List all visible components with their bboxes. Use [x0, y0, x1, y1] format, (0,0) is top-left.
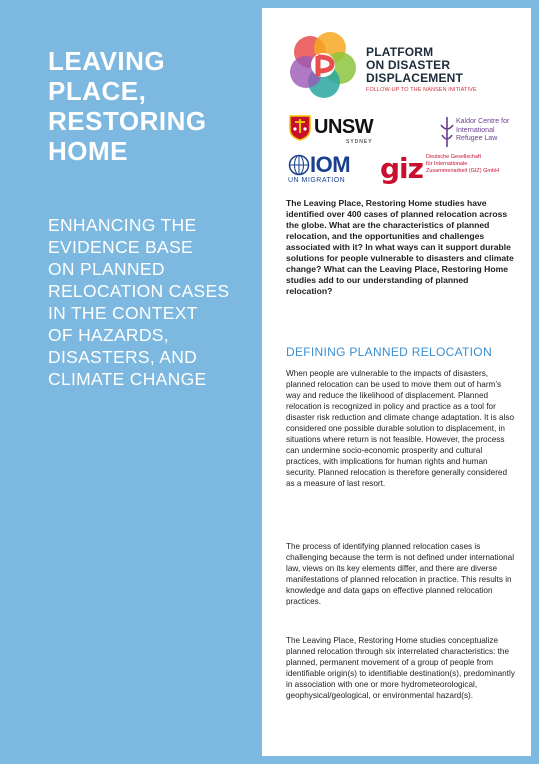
giz-logo-text: giz: [380, 152, 423, 185]
kaldor-logo-icon: [438, 115, 456, 149]
unsw-logo-subtitle: SYDNEY: [346, 139, 373, 145]
report-title: [48, 46, 248, 166]
body-paragraph: When people are vulnerable to the impacts of disasters, planned relocation can be used to move them out of harm’s way and reduce the likelihood of displacement. Planned relocation is recognized in policy and practice as a tool for disaster risk reduction and climate change adaptation. It is also considered one possible durable solution to displacement, in situations where return is not feasible. However, the process can undermine socio-economic prosperity and cultural practices, with implications for human rights and human security. Planned relocation is therefore generally considered as a measure of last resort.: [286, 369, 515, 488]
title-line: RESTORING: [48, 106, 207, 136]
subtitle-line: DISASTERS, AND: [48, 347, 198, 367]
subtitle-line: RELOCATION CASES: [48, 281, 230, 301]
giz-logo-subtitle: Deutsche Gesellschaft für Internationale Zusammenarbeit (GIZ) GmbH: [426, 154, 500, 174]
report-subtitle: [48, 214, 248, 390]
body-paragraph: The Leaving Place, Restoring Home studies conceptualize planned relocation through six interrelated characteristics: the planned, permanent movement of a group of people from identifiable origin(s) to identifiable destination(s), predominantly in association with one or more hydrometeorological, geophysical/geological, or environmental hazard(s).: [286, 636, 515, 700]
body-paragraph: The process of identifying planned relocation cases is challenging because the term is not defined under international law, views on its key elements differ, and there are diverse manifestations of planned relocation in practice. This results in knowledge and data gaps on effective planned relocation practices.: [286, 542, 515, 606]
un-globe-icon: [288, 154, 310, 176]
pdd-logo-icon: [286, 30, 362, 100]
kaldor-logo-text: Kaldor Centre for International Refugee Law: [456, 118, 510, 142]
iom-logo-text: IOM: [310, 152, 351, 177]
subtitle-line: ENHANCING THE: [48, 215, 197, 235]
title-line: HOME: [48, 136, 128, 166]
iom-logo-subtitle: UN MIGRATION: [288, 177, 346, 184]
title-line: LEAVING: [48, 46, 166, 76]
subtitle-line: EVIDENCE BASE: [48, 237, 193, 257]
content-panel: [262, 8, 531, 756]
subtitle-line: CLIMATE CHANGE: [48, 369, 207, 389]
subtitle-line: OF HAZARDS,: [48, 325, 169, 345]
pdd-logo-text: PLATFORM ON DISASTER DISPLACEMENT: [366, 45, 464, 85]
subtitle-line: IN THE CONTEXT: [48, 303, 198, 323]
partner-logos: [286, 30, 521, 200]
section-heading: DEFINING PLANNED RELOCATION: [286, 345, 492, 359]
unsw-crest-icon: [289, 115, 311, 141]
subtitle-line: ON PLANNED: [48, 259, 165, 279]
unsw-logo-text: UNSW: [314, 116, 374, 138]
title-line: PLACE,: [48, 76, 147, 106]
pdd-logo-subtitle: FOLLOW-UP TO THE NANSEN INITIATIVE: [366, 87, 477, 93]
intro-paragraph: The Leaving Place, Restoring Home studies have identified over 400 cases of planned relocation across the globe. What are the characteristics of planned relocation, and the opportunities and challenges associated with it? In what ways can it support durable solutions for people vulnerable to disasters and climate change? What can the Leaving Place, Restoring Home studies add to our understanding of planned relocation?: [286, 198, 514, 296]
cover-title-block: [48, 46, 248, 390]
